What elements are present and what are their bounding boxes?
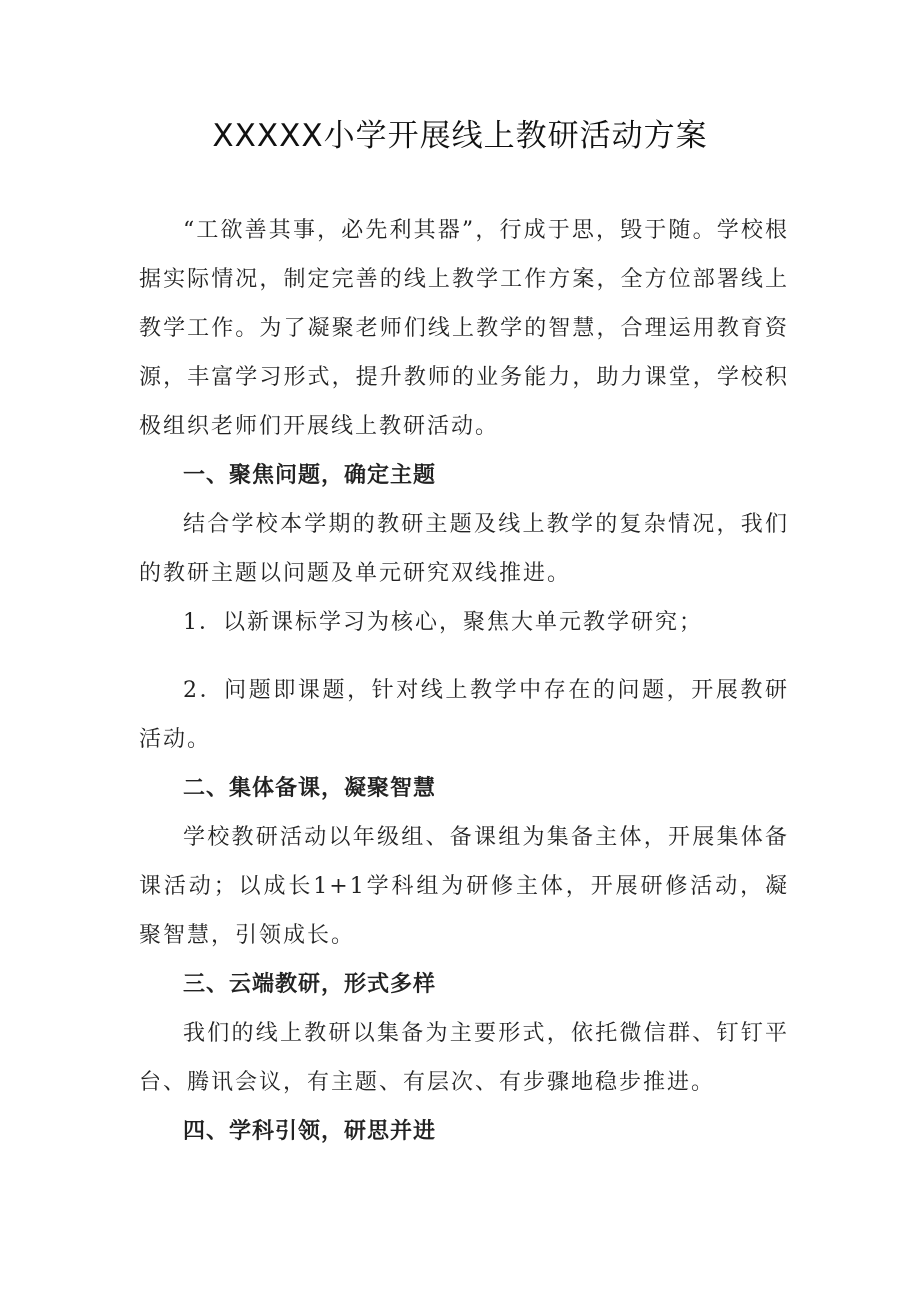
section-3-paragraph: 我们的线上教研以集备为主要形式，依托微信群、钉钉平台、腾讯会议，有主题、有层次、有步骤地稳步推进。 <box>139 1021 789 1095</box>
section-2-heading: 二、集体备课，凝聚智慧 <box>183 776 437 801</box>
document-body <box>139 206 789 1156</box>
document-title: XXXXX小学开展线上教研活动方案 <box>212 118 708 154</box>
section-1-item-2: 2．问题即课题，针对线上教学中存在的问题，开展教研活动。 <box>139 678 789 752</box>
section-2-paragraph: 学校教研活动以年级组、备课组为集备主体，开展集体备课活动；以成长1+1学科组为研修主体，开展研修活动，凝聚智慧，引领成长。 <box>139 825 789 948</box>
section-1-paragraph: 结合学校本学期的教研主题及线上教学的复杂情况，我们的教研主题以问题及单元研究双线推进。 <box>139 512 789 586</box>
section-4-heading: 四、学科引领，研思并进 <box>183 1119 437 1144</box>
spacer <box>139 647 789 666</box>
section-1-heading: 一、聚焦问题，确定主题 <box>183 463 437 488</box>
section-3-heading: 三、云端教研，形式多样 <box>183 972 437 997</box>
intro-paragraph: “工欲善其事，必先利其器”，行成于思，毁于随。学校根据实际情况，制定完善的线上教学工作方案，全方位部署线上教学工作。为了凝聚老师们线上教学的智慧，合理运用教育资源，丰富学习形式，提升教师的业务能力，助力课堂，学校积极组织老师们开展线上教研活动。 <box>139 218 789 439</box>
section-1-item-1: 1．以新课标学习为核心，聚焦大单元教学研究； <box>183 610 703 635</box>
